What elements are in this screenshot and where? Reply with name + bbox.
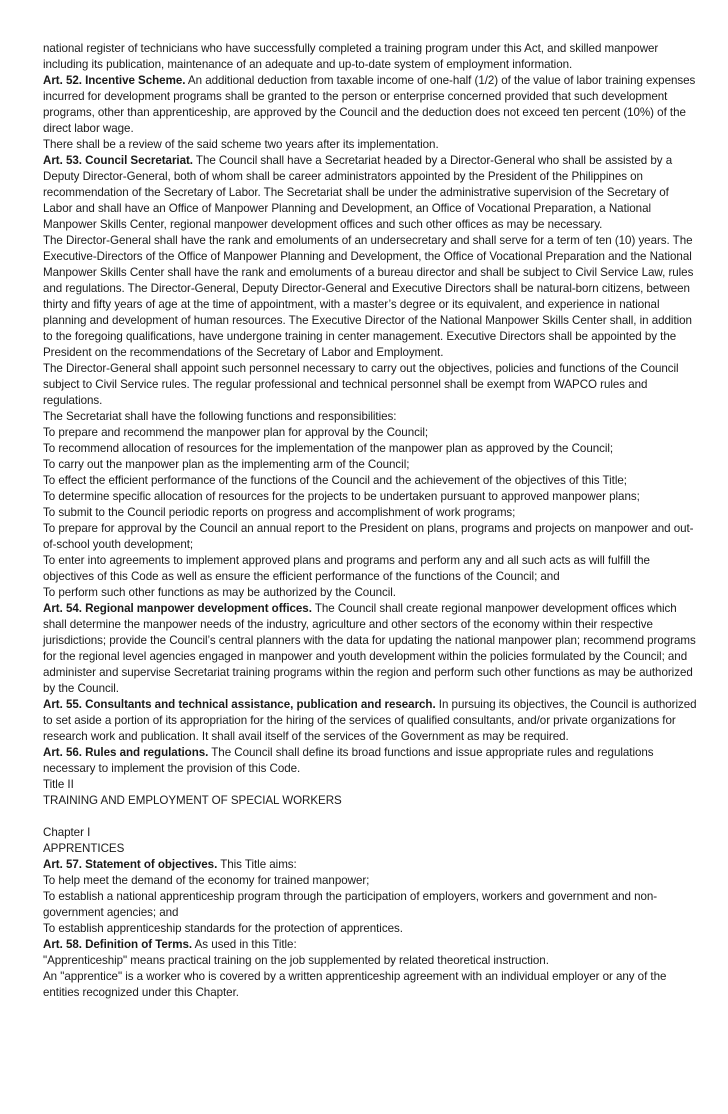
document-body <box>43 41 700 1001</box>
article-text: This Title aims: <box>217 858 297 871</box>
paragraph-continuation: national register of technicians who have successfully completed a training program under this Act, and skilled manpower including its publication, maintenance of an adequate and up-to-date system of employment information. <box>43 42 659 71</box>
paragraph-functions-intro: The Secretariat shall have the following functions and responsibilities: <box>43 410 397 423</box>
blank-line <box>43 809 700 825</box>
article-heading: Art. 56. Rules and regulations. <box>43 746 209 759</box>
function-item: To carry out the manpower plan as the implementing arm of the Council; <box>43 458 410 471</box>
chapter-name: APPRENTICES <box>43 842 125 855</box>
article-heading: Art. 55. Consultants and technical assistance, publication and research. <box>43 698 436 711</box>
article-heading: Art. 54. Regional manpower development offices. <box>43 602 312 615</box>
objective-item: To establish a national apprenticeship program through the participation of employers, workers and government and non-government agencies; and <box>43 890 658 919</box>
chapter-label: Chapter I <box>43 826 91 839</box>
function-item: To perform such other functions as may be authorized by the Council. <box>43 586 396 599</box>
title-name: TRAINING AND EMPLOYMENT OF SPECIAL WORKERS <box>43 794 342 807</box>
function-item: To submit to the Council periodic reports on progress and accomplishment of work programs; <box>43 506 516 519</box>
article-56 <box>43 745 700 777</box>
paragraph-dg-appoint: The Director-General shall appoint such personnel necessary to carry out the objectives, policies and functions of the Council subject to Civil Service rules. The regular professional and technical personnel shall be exempt from WAPCO rules and regulations. <box>43 362 679 407</box>
function-item: To prepare and recommend the manpower plan for approval by the Council; <box>43 426 429 439</box>
article-heading: Art. 57. Statement of objectives. <box>43 858 218 871</box>
article-52 <box>43 73 700 137</box>
article-58 <box>43 937 700 953</box>
function-item: To recommend allocation of resources for the implementation of the manpower plan as approved by the Council; <box>43 442 614 455</box>
article-text: The Council shall define its broad functions and issue appropriate rules and regulations necessary to implement the provision of this Code. <box>43 746 654 775</box>
article-heading: Art. 53. Council Secretariat. <box>43 154 193 167</box>
objective-item: To help meet the demand of the economy for trained manpower; <box>43 874 370 887</box>
article-text: An additional deduction from taxable income of one-half (1/2) of the value of labor training expenses incurred for development programs shall be granted to the person or enterprise concerned provided that such development programs, other than apprenticeship, are approved by the Council and the deduction does not exceed ten percent (10%) of the direct labor wage. <box>43 74 696 135</box>
article-53 <box>43 153 700 233</box>
function-item: To effect the efficient performance of the functions of the Council and the achievement of the objectives of this Title; <box>43 474 627 487</box>
objective-item: To establish apprenticeship standards for the protection of apprentices. <box>43 922 403 935</box>
article-text: The Council shall have a Secretariat headed by a Director-General who shall be assisted by a Deputy Director-General, both of whom shall be career administrators appointed by the President of the Philippines on recommendation of the Secretary of Labor. The Secretariat shall be under the administrative supervision of the Secretary of Labor and shall have an Office of Manpower Planning and Development, an Office of Vocational Preparation, a National Manpower Skills Center, regional manpower development offices and such other offices as may be necessary. <box>43 154 673 231</box>
article-heading: Art. 58. Definition of Terms. <box>43 938 193 951</box>
article-text: In pursuing its objectives, the Council is authorized to set aside a portion of its appropriation for the hiring of the services of qualified consultants, and/or private organizations for research work and publication. It shall avail itself of the services of the Government as may be required. <box>43 698 697 743</box>
title-label: Title II <box>43 778 74 791</box>
article-57 <box>43 857 700 873</box>
definition-item: An "apprentice" is a worker who is covered by a written apprenticeship agreement with an individual employer or any of the entities recognized under this Chapter. <box>43 970 667 999</box>
article-54 <box>43 601 700 697</box>
article-heading: Art. 52. Incentive Scheme. <box>43 74 186 87</box>
paragraph-review: There shall be a review of the said scheme two years after its implementation. <box>43 138 439 151</box>
paragraph-dg-rank: The Director-General shall have the rank and emoluments of an undersecretary and shall serve for a term of ten (10) years. The Executive-Directors of the Office of Manpower Planning and Development, the Office of Vocational Preparation and the National Manpower Skills Center shall have the rank and emoluments of a bureau director and shall be subject to Civil Service Law, rules and regulations. The Director-General, Deputy Director-General and Executive Directors shall be natural-born citizens, between thirty and fifty years of age at the time of appointment, with a master’s degree or its equivalent, and experience in national planning and development of human resources. The Executive Director of the National Manpower Skills Center shall, in addition to the foregoing qualifications, have undergone training in center management. Executive Directors shall be appointed by the President on the recommendations of the Secretary of Labor and Employment. <box>43 234 694 359</box>
definition-item: "Apprenticeship" means practical training on the job supplemented by related theoretical instruction. <box>43 954 549 967</box>
article-text: As used in this Title: <box>192 938 297 951</box>
function-item: To determine specific allocation of resources for the projects to be undertaken pursuant to approved manpower plans; <box>43 490 640 503</box>
article-55 <box>43 697 700 745</box>
function-item: To enter into agreements to implement approved plans and programs and perform any and all such acts as will fulfill the objectives of this Code as well as ensure the efficient performance of the functions of the Council; and <box>43 554 650 583</box>
function-item: To prepare for approval by the Council an annual report to the President on plans, programs and projects on manpower and out-of-school youth development; <box>43 522 694 551</box>
article-text: The Council shall create regional manpower development offices which shall determine the manpower needs of the industry, agriculture and other sectors of the economy within their respective jurisdictions; provide the Council’s central planners with the data for updating the national manpower plan; recommend programs for the regional level agencies engaged in manpower and youth development within the policies formulated by the Council; and administer and supervise Secretariat training programs within the region and perform such other functions as may be authorized by the Council. <box>43 602 696 695</box>
